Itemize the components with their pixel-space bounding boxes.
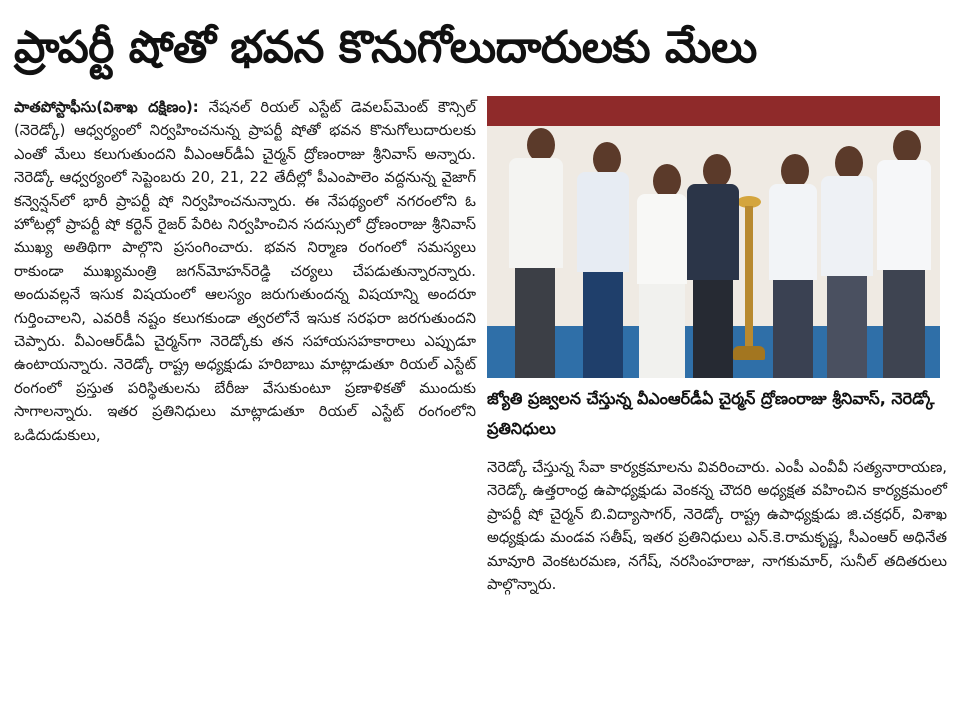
event-photo — [487, 96, 940, 378]
article-column-right: నెరెడ్కో చేస్తున్న సేవా కార్యక్రమాలను వివరించారు. ఎంపీ ఎంవీవీ సత్యనారాయణ, నెరెడ్కో ఉత్తరాంధ్ర ఉపాధ్యక్షుడు వెంకన్న చౌదరి అధ్యక్షత వహించిన కార్యక్రమంలో ప్రాపర్టీ షో చైర్మన్ బి.విద్యాసాగర్, నెరెడ్కో రాష్ట్ర ఉపాధ్యక్షుడు జి.చక్రధర్, విశాఖ అధ్యక్షుడు మండవ సతీష్, ఇతర ప్రతినిధులు ఎన్.కె.రామకృష్ణ, సీఎంఆర్ అధినేత మావూరి వెంకటరమణ, నగేష్, నరసింహరాజు, నాగకుమార్, సునీల్ తదితరులు పాల్గొన్నారు. — [487, 459, 947, 594]
article-column-left — [14, 96, 476, 447]
photo-caption: జ్యోతి ప్రజ్వలన చేస్తున్న వీఎంఆర్‌డీఏ చైర్మన్ ద్రోణంరాజు శ్రీనివాస్, నెరెడ్కో ప్రతినిధులు — [487, 389, 935, 438]
article-body-left: నేషనల్ రియల్ ఎస్టేట్ డెవలప్‌మెంట్ కౌన్సిల్ (నెరెడ్కో) ఆధ్వర్యంలో నిర్వహించనున్న ప్రాపర్టీ షోతో భవన కొనుగోలుదారులకు ఎంతో మేలు కలుగుతుందని వీఎంఆర్‌డీఏ చైర్మన్ ద్రోణంరాజు శ్రీనివాస్ అన్నారు. నెరెడ్కో ఆధ్వర్యంలో సెప్టెంబరు 20, 21, 22 తేదీల్లో పీఎంపాలెం వద్దనున్న వైజాగ్ కన్వెన్షన్‌లో భారీ ప్రాపర్టీ షో నిర్వహించనున్నారు. ఈ నేపథ్యంలో నగరంలోని ఓ హోటల్లో ప్రాపర్టీ షో కర్టెన్ రైజర్ పేరిట నిర్వహించిన సదస్సులో ద్రోణంరాజు శ్రీనివాస్ ముఖ్య అతిథిగా పాల్గొని ప్రసంగించారు. భవన నిర్మాణ రంగంలో సమస్యలు రాకుండా ముఖ్యమంత్రి జగన్‌మోహన్‌రెడ్డి చర్యలు చేపడుతున్నారన్నారు. అందువల్లనే ఇసుక విషయంలో ఆలస్యం జరుగుతుందన్న విషయాన్ని అందరూ గుర్తించాలని, ఎవరికీ నష్టం కలుగకుండా త్వరలోనే ఇసుక సరఫరా జరగుతుందని చెప్పారు. వీఎంఆర్‌డీఏ చైర్మన్‌గా నెరెడ్కోకు తన సహాయసహకారాలు ఎప్పుడూ ఉంటాయన్నారు. నెరెడ్కో రాష్ట్ర అధ్యక్షుడు హరిబాబు మాట్లాడుతూ రియల్ ఎస్టేట్ రంగంలో ప్రస్తుత పరిస్థితులను బేరీజు వేసుకుంటూ ప్రణాళికతో ముందుకు సాగాలన్నారు. ఇతర ప్రతినిధులు మాట్లాడుతూ రియల్ ఎస్టేట్ రంగంలోని ఒడిదుడుకులు, — [14, 99, 476, 444]
headline: ప్రాపర్టీ షోతో భవన కొనుగోలుదారులకు మేలు — [14, 22, 757, 73]
dateline: పాతపోస్టాఫీసు(విశాఖ దక్షిణం): — [14, 99, 199, 116]
